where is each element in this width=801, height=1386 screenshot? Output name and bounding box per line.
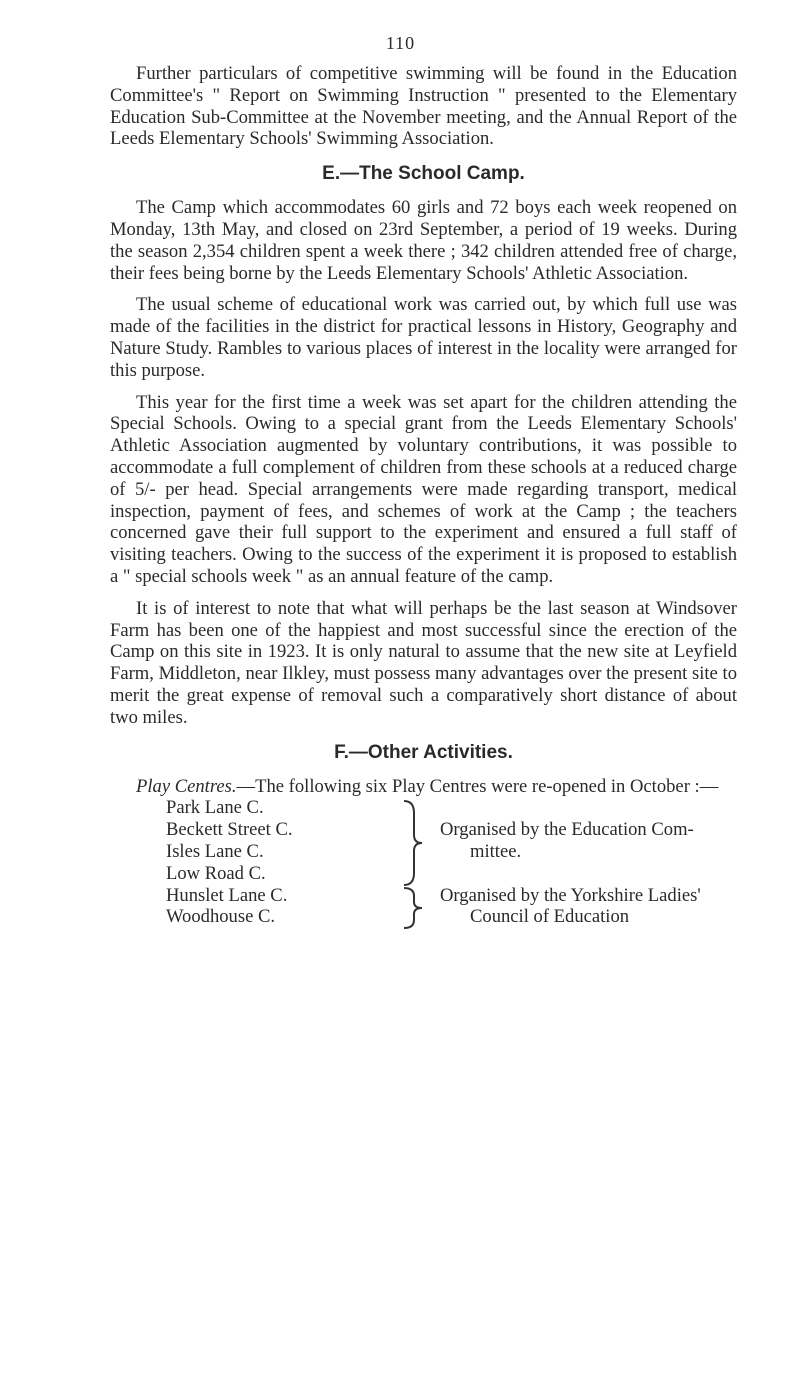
group1-line-2: mittee. [470,840,522,862]
document-body [110,63,737,928]
camp-paragraph-2: The usual scheme of educational work was carried out, by which full use was made of the facilities in the district for practical lessons in History, Geography and Nature Study. Rambles to various places of interest in the locality were arranged for this purpose. [110,294,737,381]
camp-paragraph-1: The Camp which accommodates 60 girls and 72 boys each week reopened on Monday, 13th May, and closed on 23rd September, a period of 19 weeks. During the season 2,354 children spent a week there ; 342 children attended free of charge, their fees being borne by the Leeds Elementary Schools' Athletic Association. [110,197,737,284]
group1-line-1: Organised by the Education Com- [440,819,694,841]
list-item: Woodhouse C. [166,906,276,928]
play-centres-lead: Play Centres. [136,775,237,797]
play-centres-list [110,797,737,928]
list-item: Park Lane C. [166,797,264,819]
group2-line-1: Organised by the Yorkshire Ladies' [440,884,701,906]
section-f-heading: F.—Other Activities. [334,741,513,763]
play-centres-lead-text: —The following six Play Centres were re-opened in October :— [236,775,719,797]
group2-line-2: Council of Education [470,906,630,928]
list-item: Beckett Street C. [166,819,293,841]
brace-group-2 [398,886,428,930]
page-number: 110 [385,33,416,53]
play-centres-intro [110,776,737,798]
camp-paragraph-4: It is of interest to note that what will perhaps be the last season at Windsover Farm has been one of the happiest and most successful since the erection of the Camp on this site in 1923. It is only natural to assume that the new site at Leyfield Farm, Middleton, near Ilkley, must possess many advantages over the present site to merit the great expense of removal such a comparatively short distance of about two miles. [110,597,737,728]
camp-paragraph-3: This year for the first time a week was set apart for the children attending the Special Schools. Owing to a special grant from the Leeds Elementary Schools' Athletic Association augmented by voluntary contributions, it was possible to accommodate a full complement of children from these schools at a reduced charge of 5/- per head. Special arrangements were made regarding transport, medical inspection, payment of fees, and schemes of work at the Camp ; the teachers concerned gave their full support to the experiment and ensured a full staff of visiting teachers. Owing to the success of the experiment it is proposed to establish a " special schools week " as an annual feature of the camp. [110,391,737,587]
list-item: Isles Lane C. [166,840,264,862]
list-item: Low Road C. [166,862,266,884]
list-item: Hunslet Lane C. [166,884,288,906]
brace-group-1 [398,799,428,887]
section-e-heading: E.—The School Camp. [322,163,525,185]
intro-paragraph: Further particulars of competitive swimming will be found in the Education Committee's " Report on Swimming Instruction " presented to the Elementary Education Sub-Committee at the November meeting, and the Annual Report of the Leeds Elementary Schools' Swimming Association. [110,63,737,150]
